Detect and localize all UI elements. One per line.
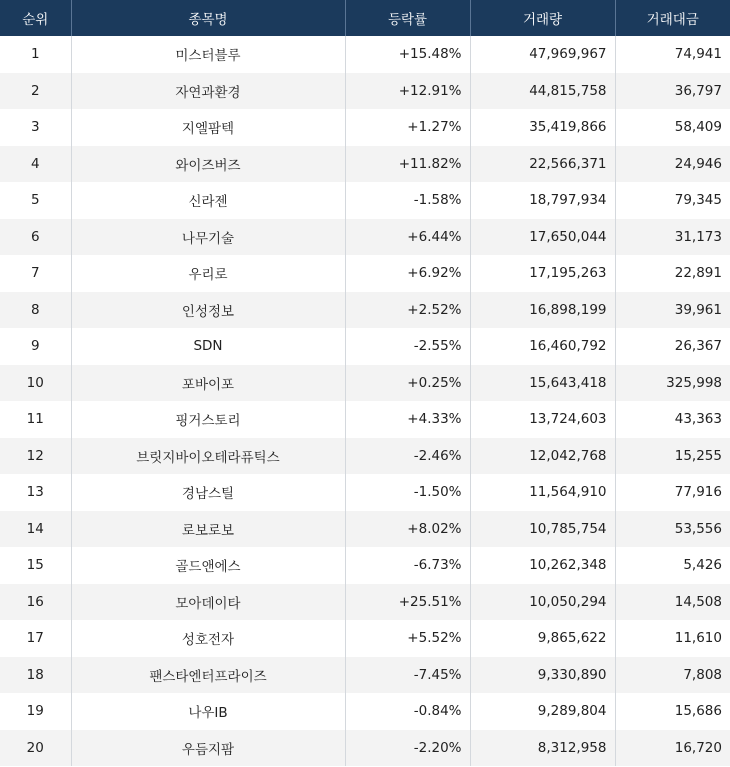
rank-cell: 3 xyxy=(0,109,71,146)
volume-cell: 9,865,622 xyxy=(470,620,615,657)
change-rate-cell: +8.02% xyxy=(345,511,470,548)
rank-cell: 1 xyxy=(0,36,71,73)
trade-amount-cell: 14,508 xyxy=(615,584,730,621)
rank-cell: 4 xyxy=(0,146,71,183)
header-rank: 순위 xyxy=(0,0,71,36)
change-rate-cell: -2.20% xyxy=(345,730,470,767)
stock-name-cell: 팬스타엔터프라이즈 xyxy=(71,657,345,694)
header-name: 종목명 xyxy=(71,0,345,36)
change-rate-cell: -1.50% xyxy=(345,474,470,511)
header-volume: 거래량 xyxy=(470,0,615,36)
volume-cell: 22,566,371 xyxy=(470,146,615,183)
trade-amount-cell: 325,998 xyxy=(615,365,730,402)
stock-name-cell: 나무기술 xyxy=(71,219,345,256)
change-rate-cell: +15.48% xyxy=(345,36,470,73)
change-rate-cell: +0.25% xyxy=(345,365,470,402)
trade-amount-cell: 31,173 xyxy=(615,219,730,256)
change-rate-cell: +2.52% xyxy=(345,292,470,329)
stock-name-cell: 지엘팜텍 xyxy=(71,109,345,146)
rank-cell: 20 xyxy=(0,730,71,767)
rank-cell: 14 xyxy=(0,511,71,548)
rank-cell: 17 xyxy=(0,620,71,657)
trade-amount-cell: 26,367 xyxy=(615,328,730,365)
table-row xyxy=(0,36,730,73)
stock-name-cell: 자연과환경 xyxy=(71,73,345,110)
trade-amount-cell: 39,961 xyxy=(615,292,730,329)
rank-cell: 18 xyxy=(0,657,71,694)
rank-cell: 9 xyxy=(0,328,71,365)
table-row xyxy=(0,146,730,183)
trade-amount-cell: 16,720 xyxy=(615,730,730,767)
table-row xyxy=(0,73,730,110)
trade-amount-cell: 77,916 xyxy=(615,474,730,511)
table-row xyxy=(0,693,730,730)
stock-name-cell: 우리로 xyxy=(71,255,345,292)
change-rate-cell: +12.91% xyxy=(345,73,470,110)
stock-name-cell: SDN xyxy=(71,328,345,365)
table-row xyxy=(0,328,730,365)
stock-name-cell: 핑거스토리 xyxy=(71,401,345,438)
trade-amount-cell: 22,891 xyxy=(615,255,730,292)
stock-name-cell: 로보로보 xyxy=(71,511,345,548)
volume-cell: 35,419,866 xyxy=(470,109,615,146)
table-header xyxy=(0,0,730,36)
trade-amount-cell: 11,610 xyxy=(615,620,730,657)
rank-cell: 5 xyxy=(0,182,71,219)
rank-cell: 15 xyxy=(0,547,71,584)
table-row xyxy=(0,547,730,584)
volume-cell: 18,797,934 xyxy=(470,182,615,219)
table-row xyxy=(0,292,730,329)
volume-cell: 9,330,890 xyxy=(470,657,615,694)
stock-name-cell: 골드앤에스 xyxy=(71,547,345,584)
volume-cell: 10,050,294 xyxy=(470,584,615,621)
trade-amount-cell: 36,797 xyxy=(615,73,730,110)
volume-cell: 10,262,348 xyxy=(470,547,615,584)
rank-cell: 8 xyxy=(0,292,71,329)
table-row xyxy=(0,511,730,548)
change-rate-cell: +1.27% xyxy=(345,109,470,146)
volume-cell: 15,643,418 xyxy=(470,365,615,402)
stock-name-cell: 성호전자 xyxy=(71,620,345,657)
table-row xyxy=(0,109,730,146)
change-rate-cell: +6.44% xyxy=(345,219,470,256)
change-rate-cell: -7.45% xyxy=(345,657,470,694)
stock-name-cell: 경남스틸 xyxy=(71,474,345,511)
rank-cell: 10 xyxy=(0,365,71,402)
table-row xyxy=(0,255,730,292)
trade-amount-cell: 53,556 xyxy=(615,511,730,548)
volume-cell: 12,042,768 xyxy=(470,438,615,475)
change-rate-cell: -6.73% xyxy=(345,547,470,584)
rank-cell: 19 xyxy=(0,693,71,730)
volume-cell: 44,815,758 xyxy=(470,73,615,110)
stock-name-cell: 미스터블루 xyxy=(71,36,345,73)
change-rate-cell: +6.92% xyxy=(345,255,470,292)
trade-amount-cell: 74,941 xyxy=(615,36,730,73)
rank-cell: 2 xyxy=(0,73,71,110)
volume-cell: 11,564,910 xyxy=(470,474,615,511)
stock-name-cell: 포바이포 xyxy=(71,365,345,402)
trade-amount-cell: 43,363 xyxy=(615,401,730,438)
table-row xyxy=(0,584,730,621)
table-body xyxy=(0,36,730,766)
rank-cell: 7 xyxy=(0,255,71,292)
stock-name-cell: 나우IB xyxy=(71,693,345,730)
volume-cell: 17,650,044 xyxy=(470,219,615,256)
stock-name-cell: 신라젠 xyxy=(71,182,345,219)
table-row xyxy=(0,365,730,402)
volume-cell: 16,460,792 xyxy=(470,328,615,365)
table-row xyxy=(0,182,730,219)
table-row xyxy=(0,474,730,511)
rank-cell: 16 xyxy=(0,584,71,621)
table-row xyxy=(0,438,730,475)
volume-cell: 10,785,754 xyxy=(470,511,615,548)
table-row xyxy=(0,657,730,694)
trade-amount-cell: 15,686 xyxy=(615,693,730,730)
change-rate-cell: +11.82% xyxy=(345,146,470,183)
rank-cell: 13 xyxy=(0,474,71,511)
volume-cell: 17,195,263 xyxy=(470,255,615,292)
table-row xyxy=(0,730,730,767)
change-rate-cell: -2.46% xyxy=(345,438,470,475)
volume-cell: 47,969,967 xyxy=(470,36,615,73)
stock-name-cell: 브릿지바이오테라퓨틱스 xyxy=(71,438,345,475)
volume-cell: 13,724,603 xyxy=(470,401,615,438)
table-row xyxy=(0,401,730,438)
trade-amount-cell: 79,345 xyxy=(615,182,730,219)
change-rate-cell: -0.84% xyxy=(345,693,470,730)
trade-amount-cell: 58,409 xyxy=(615,109,730,146)
stock-name-cell: 우듬지팜 xyxy=(71,730,345,767)
volume-cell: 16,898,199 xyxy=(470,292,615,329)
stock-name-cell: 모아데이타 xyxy=(71,584,345,621)
trade-amount-cell: 24,946 xyxy=(615,146,730,183)
rank-cell: 6 xyxy=(0,219,71,256)
change-rate-cell: -2.55% xyxy=(345,328,470,365)
trade-amount-cell: 7,808 xyxy=(615,657,730,694)
header-change: 등락률 xyxy=(345,0,470,36)
stock-name-cell: 와이즈버즈 xyxy=(71,146,345,183)
trade-amount-cell: 5,426 xyxy=(615,547,730,584)
change-rate-cell: -1.58% xyxy=(345,182,470,219)
header-amount: 거래대금 xyxy=(615,0,730,36)
trade-amount-cell: 15,255 xyxy=(615,438,730,475)
stock-name-cell: 인성정보 xyxy=(71,292,345,329)
change-rate-cell: +5.52% xyxy=(345,620,470,657)
volume-cell: 9,289,804 xyxy=(470,693,615,730)
change-rate-cell: +25.51% xyxy=(345,584,470,621)
rank-cell: 12 xyxy=(0,438,71,475)
rank-cell: 11 xyxy=(0,401,71,438)
volume-cell: 8,312,958 xyxy=(470,730,615,767)
table-row xyxy=(0,620,730,657)
table-row xyxy=(0,219,730,256)
change-rate-cell: +4.33% xyxy=(345,401,470,438)
